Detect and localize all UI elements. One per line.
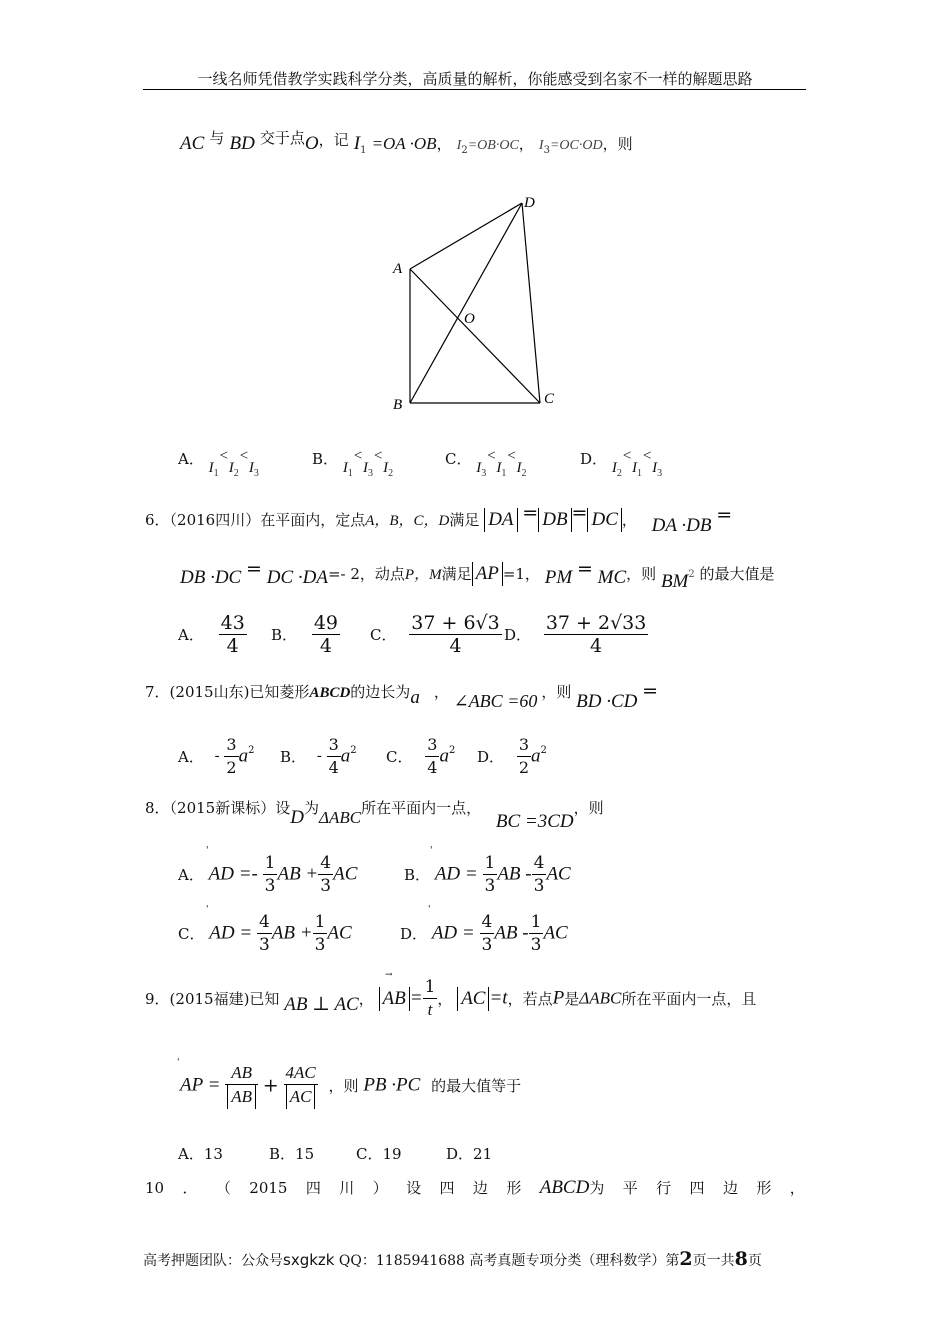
numerator: 37 + 2√33 bbox=[545, 612, 647, 634]
q5-option-b[interactable] bbox=[312, 448, 394, 479]
ab-term: AB - bbox=[497, 863, 532, 885]
expr: I bbox=[362, 460, 368, 476]
q5-option-c[interactable] bbox=[445, 448, 527, 479]
numerator: 3 bbox=[427, 735, 438, 754]
tail-text: 的最大值是 bbox=[699, 565, 775, 583]
char: 设 bbox=[406, 1179, 422, 1197]
q8-option-d[interactable]: ' D． AD = $\frac{4}{3}$ AB - $\frac{1}{3}$ AC bbox=[400, 905, 568, 955]
sub: 1 bbox=[347, 468, 353, 479]
diagonal-AC bbox=[410, 269, 540, 403]
denominator: 4 bbox=[226, 635, 239, 657]
denominator: 4 bbox=[427, 758, 438, 777]
numerator: 3 bbox=[518, 735, 529, 754]
expr: I bbox=[248, 460, 254, 476]
abs-ap: AP bbox=[472, 562, 503, 586]
sub: 1 bbox=[636, 468, 642, 479]
q8-option-b[interactable]: ' B． AD = $\frac{1}{3}$ AB - $\frac{4}{3}$ AC bbox=[404, 846, 571, 896]
footer-qq: QQ：1185941688 高考真题专项分类（理科数学）第 bbox=[338, 1253, 680, 1269]
abcd: ABCD bbox=[539, 1177, 590, 1198]
eq: = bbox=[642, 680, 659, 702]
denominator: 4 bbox=[590, 635, 603, 657]
i2-text: I bbox=[456, 138, 462, 153]
sub: 3 bbox=[367, 468, 373, 479]
ad-lhs: AD = bbox=[431, 922, 475, 944]
minus: - bbox=[214, 748, 220, 764]
option-label: A． bbox=[178, 748, 204, 766]
page-number: 2 bbox=[679, 1248, 693, 1270]
denominator: 4 bbox=[319, 635, 332, 657]
q5-option-d[interactable] bbox=[580, 448, 663, 479]
edge-DC bbox=[522, 203, 540, 403]
minus: - bbox=[316, 748, 322, 764]
mc-vec: MC bbox=[597, 567, 627, 588]
q9-stem: → 9．(2015福建)已知 AB ⊥ AC， AB = $\frac{1}{t}$ ， AC =t，若点P是ΔABC所在平面内一点，且 bbox=[145, 970, 757, 1019]
numerator: 3 bbox=[328, 735, 339, 754]
dot: ． bbox=[182, 1179, 198, 1197]
footer-team: 高考押题团队：公众号 bbox=[143, 1253, 283, 1269]
q6-line1 bbox=[145, 502, 733, 536]
expr: I bbox=[611, 460, 617, 476]
option-label: A． bbox=[178, 626, 204, 644]
pm-vec: PM bbox=[544, 567, 573, 588]
ab-term: AB + bbox=[271, 922, 313, 944]
eq: = bbox=[522, 502, 539, 524]
ac-text: AC bbox=[180, 133, 205, 154]
option-label: C． bbox=[178, 925, 205, 943]
denominator: 2 bbox=[518, 758, 529, 777]
label-O: O bbox=[464, 311, 475, 327]
i1-sub: 1 bbox=[360, 145, 367, 156]
q6-number: 6．（2016四川）在平面内，定点 bbox=[145, 511, 366, 529]
numerator: 37 + 6√3 bbox=[411, 612, 500, 634]
tail-text: 所在平面内一点，且 bbox=[621, 990, 757, 1008]
page-total: 8 bbox=[734, 1248, 748, 1270]
q9-option-b[interactable]: B．15 bbox=[269, 1145, 315, 1163]
q7-option-b[interactable] bbox=[280, 734, 357, 779]
da-dot-db: DA ·DB bbox=[651, 515, 712, 536]
option-label: B． bbox=[280, 748, 307, 766]
diagonal-BD bbox=[410, 203, 522, 403]
page-header: 一线名师凭借教学实践科学分类，高质量的解析，你能感受到名家不一样的解题思路 bbox=[197, 70, 753, 88]
eq: = bbox=[409, 987, 423, 1009]
ad-lhs: AD = bbox=[434, 863, 478, 885]
var-a: a bbox=[238, 745, 249, 767]
var-a: a bbox=[340, 745, 351, 767]
header-rule bbox=[143, 89, 806, 90]
sub: 3 bbox=[657, 468, 663, 479]
abs-db: DB bbox=[538, 508, 571, 532]
tail-text: 的最大值等于 bbox=[431, 1077, 522, 1095]
q10-number: 10 bbox=[145, 1179, 165, 1197]
sub: 3 bbox=[481, 468, 487, 479]
ac-term: AC bbox=[543, 922, 568, 944]
lt: < bbox=[486, 448, 497, 464]
numerator: 1 bbox=[484, 853, 496, 873]
lt: < bbox=[238, 448, 249, 464]
wei-text: 为 bbox=[303, 799, 319, 817]
comma: ， bbox=[437, 990, 453, 1008]
i1-rhs: =OA ·OB bbox=[371, 134, 437, 153]
expr: I bbox=[476, 460, 482, 476]
i2-rhs: =OB·OC bbox=[467, 138, 519, 153]
q7-number: 7．(2015山东)已知菱形 bbox=[145, 683, 310, 701]
suo-text: 所在平面内一点， bbox=[361, 799, 482, 817]
char: 平 bbox=[622, 1179, 638, 1197]
q6-option-b[interactable] bbox=[271, 612, 340, 657]
q10-stem bbox=[145, 1177, 805, 1199]
paren-open: （ bbox=[215, 1179, 231, 1197]
char: 四 bbox=[305, 1179, 321, 1197]
option-label: B． bbox=[404, 866, 431, 884]
lt: < bbox=[641, 448, 653, 464]
q7-option-a[interactable] bbox=[178, 734, 254, 779]
denominator: t bbox=[427, 1000, 433, 1019]
sub: 1 bbox=[213, 468, 219, 479]
char: 形 bbox=[756, 1179, 772, 1197]
comma: ， bbox=[358, 990, 374, 1008]
footer-end: 页 bbox=[747, 1253, 762, 1269]
sub: 2 bbox=[388, 468, 394, 479]
q8-option-c[interactable]: ' C． AD = $\frac{4}{3}$ AB + $\frac{1}{3}$ AC bbox=[178, 905, 352, 955]
ze-text: ，则 bbox=[602, 135, 633, 153]
label-C: C bbox=[544, 391, 555, 407]
abs-ac: AC bbox=[286, 1085, 316, 1109]
dc-dot-da: DC ·DA bbox=[266, 567, 328, 588]
label-A: A bbox=[393, 261, 403, 277]
denominator: 4 bbox=[328, 758, 339, 777]
char: 边 bbox=[722, 1179, 738, 1197]
char: 为 bbox=[589, 1179, 605, 1197]
expr: I bbox=[631, 460, 637, 476]
denominator: 2 bbox=[226, 758, 237, 777]
edge-AD bbox=[410, 203, 522, 269]
char: 边 bbox=[472, 1179, 488, 1197]
comma: ， bbox=[433, 683, 449, 701]
man-text: 满足 bbox=[441, 565, 472, 583]
q6-line2 bbox=[180, 558, 775, 592]
option-label: B． bbox=[312, 450, 339, 468]
char: 四 bbox=[439, 1179, 455, 1197]
footer-mid: 页一共 bbox=[692, 1253, 735, 1269]
eq-t: =t bbox=[489, 987, 508, 1009]
option-label: B． bbox=[271, 626, 298, 644]
numerator: 3 bbox=[226, 735, 237, 754]
page-footer bbox=[143, 1248, 762, 1270]
ze-text: ，则 bbox=[626, 565, 657, 583]
abs-dc: DC bbox=[587, 508, 621, 532]
q9-number: 9．(2015福建)已知 bbox=[145, 990, 280, 1008]
year: 2015 bbox=[249, 1179, 288, 1197]
q9-option-c[interactable]: C．19 bbox=[356, 1145, 402, 1163]
eq: = bbox=[576, 558, 593, 580]
ze-text: ，则 bbox=[328, 1077, 359, 1095]
ze-text: ，则 bbox=[541, 683, 572, 701]
denominator: 4 bbox=[449, 635, 462, 657]
option-label: A． bbox=[178, 450, 204, 468]
abs-ab: AB bbox=[227, 1085, 256, 1109]
eq-1: =1， bbox=[502, 565, 540, 583]
ab-term: AB - bbox=[494, 922, 529, 944]
q8-number: 8．（2015新课标）设 bbox=[145, 799, 291, 817]
option-label: D． bbox=[400, 925, 428, 943]
char: ， bbox=[789, 1179, 805, 1197]
expr: I bbox=[228, 460, 234, 476]
q8-stem bbox=[145, 797, 604, 832]
abs-da: DA bbox=[484, 508, 517, 532]
sub: 1 bbox=[501, 468, 507, 479]
numerator: 1 bbox=[314, 912, 326, 932]
q6-option-a[interactable] bbox=[178, 612, 247, 657]
shi-text: 是 bbox=[564, 990, 580, 1008]
expr: I bbox=[342, 460, 348, 476]
denominator: 3 bbox=[484, 876, 496, 896]
ab-perp-ac: AB ⊥ AC bbox=[284, 994, 359, 1015]
expr: I bbox=[208, 460, 214, 476]
i3-rhs: =OC·OD bbox=[549, 138, 603, 153]
q8-option-a[interactable]: ' A． AD =- $\frac{1}{3}$ AB + $\frac{4}{3}$ AC bbox=[178, 846, 358, 896]
sup-2: 2 bbox=[688, 569, 695, 580]
char: 形 bbox=[506, 1179, 522, 1197]
eq-neg2: =- 2，动点 bbox=[327, 565, 405, 583]
ruo-text: ，若点 bbox=[507, 990, 553, 1008]
triangle-abc: ΔABC bbox=[318, 808, 362, 827]
abs-ab: AB bbox=[379, 987, 410, 1011]
q9-line2: ' AP = $\frac{AB}{AB}$ + $\frac{4AC}{AC}$ ，则 PB ·PC 的最大值等于 bbox=[180, 1062, 521, 1109]
option-label: C． bbox=[370, 626, 397, 644]
numerator: 4 bbox=[533, 853, 545, 873]
ze-text: ，则 bbox=[573, 799, 604, 817]
bm-vec: BM bbox=[660, 571, 689, 592]
point-d: D bbox=[290, 807, 304, 828]
sub: 2 bbox=[521, 468, 527, 479]
sup-2: 2 bbox=[350, 745, 357, 756]
ab-term: AB + bbox=[277, 863, 319, 885]
o-text: O bbox=[304, 133, 319, 154]
paren-close: ） bbox=[372, 1179, 388, 1197]
numerator: 4 bbox=[481, 912, 493, 932]
q7-option-c[interactable] bbox=[386, 734, 455, 779]
ap-lhs: AP = bbox=[180, 1074, 221, 1096]
plus: + bbox=[262, 1074, 279, 1097]
denominator: 3 bbox=[533, 876, 545, 896]
abcd: ABCD bbox=[309, 685, 351, 701]
denominator: 3 bbox=[314, 935, 326, 955]
q6-option-c[interactable] bbox=[370, 612, 502, 657]
jiao-text: 交于点 bbox=[259, 129, 305, 147]
angle-abc: ∠ABC =60 bbox=[453, 691, 538, 711]
bc-eq-3cd: BC =3CD bbox=[495, 811, 574, 832]
q5-option-a[interactable] bbox=[178, 448, 259, 479]
expr: I bbox=[496, 460, 502, 476]
sup-2: 2 bbox=[448, 745, 456, 756]
ac-term: AC bbox=[333, 863, 358, 885]
q7-stem bbox=[145, 680, 659, 712]
i3-text: I bbox=[538, 138, 544, 153]
var-a: a bbox=[439, 745, 449, 767]
eq: = bbox=[716, 504, 733, 526]
sup-2: 2 bbox=[248, 745, 255, 756]
q9-option-a[interactable]: A．13 bbox=[178, 1145, 223, 1163]
denominator: 3 bbox=[320, 876, 332, 896]
ac-term: AC bbox=[546, 863, 571, 885]
option-label: C． bbox=[445, 450, 472, 468]
ji-text: ，记 bbox=[318, 131, 349, 149]
abs-ac: AC bbox=[457, 987, 489, 1011]
option-label: D． bbox=[580, 450, 608, 468]
sub: 2 bbox=[233, 468, 239, 479]
eq: = bbox=[571, 502, 588, 524]
option-label: D． bbox=[477, 748, 505, 766]
comma: ， bbox=[436, 135, 452, 153]
lt: < bbox=[218, 448, 229, 464]
expr: I bbox=[652, 460, 658, 476]
bian-text: 的边长为 bbox=[350, 683, 411, 701]
var-a: a bbox=[531, 745, 541, 767]
point-p: P bbox=[552, 987, 565, 1009]
lt: < bbox=[506, 448, 517, 464]
points-pm: P，M bbox=[404, 567, 442, 583]
q9-option-d[interactable]: D．21 bbox=[446, 1145, 493, 1163]
footer-gzh: sxgkzk bbox=[283, 1251, 335, 1269]
ac-term: AC bbox=[327, 922, 352, 944]
db-dot-dc: DB ·DC bbox=[180, 567, 242, 588]
triangle-abc: ΔABC bbox=[579, 988, 622, 1008]
ad-lhs: AD =- bbox=[208, 863, 258, 885]
label-D: D bbox=[524, 195, 535, 211]
i2-sub: 2 bbox=[461, 145, 468, 156]
numerator: 4 bbox=[320, 853, 332, 873]
sub: 3 bbox=[253, 468, 259, 479]
label-B: B bbox=[393, 397, 403, 413]
bd-dot-cd: BD ·CD bbox=[576, 691, 638, 712]
eq: = bbox=[246, 558, 262, 580]
lt: < bbox=[621, 448, 632, 464]
option-label: A． bbox=[178, 866, 204, 884]
ad-lhs: AD = bbox=[209, 922, 253, 944]
i1-text: I bbox=[353, 133, 361, 154]
numerator: 4 bbox=[258, 912, 270, 932]
comma: ， bbox=[518, 135, 534, 153]
lt: < bbox=[372, 448, 384, 464]
i3-sub: 3 bbox=[543, 145, 550, 156]
numerator: 49 bbox=[313, 612, 338, 634]
numerator: 1 bbox=[424, 977, 436, 997]
bd-text: BD bbox=[229, 133, 255, 154]
sub: 2 bbox=[616, 468, 622, 479]
lt: < bbox=[352, 448, 363, 464]
q6-option-d[interactable] bbox=[504, 612, 648, 657]
quadrilateral-figure bbox=[380, 185, 580, 420]
numerator: 1 bbox=[264, 853, 276, 873]
option-label: C． bbox=[386, 748, 413, 766]
expr: I bbox=[383, 460, 389, 476]
char: 川 bbox=[339, 1179, 355, 1197]
denominator: 3 bbox=[264, 876, 276, 896]
q7-option-d[interactable] bbox=[477, 734, 547, 779]
var-a: a bbox=[410, 687, 420, 708]
sup-2: 2 bbox=[540, 745, 547, 756]
man-text: 满足 bbox=[449, 511, 480, 529]
char: 四 bbox=[689, 1179, 705, 1197]
numerator: 1 bbox=[530, 912, 542, 932]
denominator: 3 bbox=[258, 935, 270, 955]
points: A，B，C，D bbox=[365, 513, 450, 529]
pb-dot-pc: PB ·PC bbox=[363, 1074, 421, 1096]
denominator: 3 bbox=[530, 935, 542, 955]
yu-text: 与 bbox=[209, 129, 225, 147]
q5-intro bbox=[180, 129, 633, 156]
expr: I bbox=[516, 460, 522, 476]
numerator: 4AC bbox=[284, 1062, 318, 1085]
option-label: D． bbox=[504, 626, 532, 644]
denominator: 3 bbox=[481, 935, 493, 955]
char: 行 bbox=[656, 1179, 672, 1197]
numerator: 43 bbox=[220, 612, 245, 634]
comma: ， bbox=[621, 511, 637, 529]
numerator: AB bbox=[225, 1062, 258, 1085]
